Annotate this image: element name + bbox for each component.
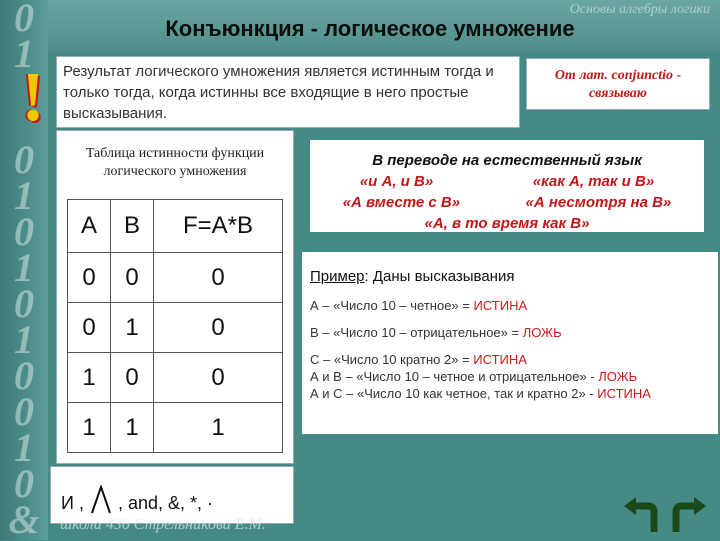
table-row — [68, 403, 283, 453]
translation-row-1 — [310, 171, 704, 192]
statement-value: ИСТИНА — [597, 386, 651, 401]
strip-digit: 1 — [14, 425, 34, 470]
table-cell: 0 — [111, 353, 154, 403]
statement-text: В – «Число 10 – отрицательное» = — [310, 325, 523, 340]
strip-digit: 0 — [14, 353, 34, 398]
column-header-f: F=A*B — [154, 200, 283, 253]
example-box — [302, 252, 718, 434]
forward-arrow-icon — [670, 496, 710, 536]
statement-c — [310, 351, 710, 368]
latin-origin-box — [526, 58, 710, 110]
statement-text: А и В – «Число 10 – четное и отрицательное» - — [310, 369, 599, 384]
logical-and-wedge-icon — [89, 485, 113, 515]
translation-phrase: «и А, и В» — [359, 173, 434, 190]
translation-phrase: «А несмотря на В» — [525, 194, 672, 211]
strip-digit: 1 — [14, 173, 34, 218]
column-header-a: A — [68, 200, 111, 253]
table-row — [68, 253, 283, 303]
symbols-prefix: И , — [61, 493, 84, 513]
truth-table-caption — [57, 145, 293, 181]
statement-value: ЛОЖЬ — [598, 369, 638, 384]
statement-text: С – «Число 10 кратно 2» = — [310, 352, 474, 367]
back-button[interactable] — [620, 496, 660, 536]
page-title: Конъюнкция - логическое умножение — [165, 16, 575, 41]
symbols-suffix: , and, &, *, · — [117, 493, 214, 513]
statement-value: ИСТИНА — [473, 298, 528, 313]
truth-table-header-row — [68, 200, 283, 253]
latin-line-1: От лат. conjunctio - — [554, 68, 682, 83]
translation-title: В переводе на естественный язык — [372, 152, 642, 169]
column-header-b: B — [111, 200, 154, 253]
table-cell: 0 — [154, 303, 283, 353]
table-cell: 0 — [154, 253, 283, 303]
table-cell: 0 — [68, 253, 111, 303]
table-cell: 1 — [154, 403, 283, 453]
strip-digit: 1 — [14, 31, 34, 76]
example-heading — [310, 268, 710, 285]
statement-value: ИСТИНА — [473, 352, 527, 367]
natural-language-box — [310, 140, 704, 232]
example-heading-rest: : Даны высказывания — [364, 268, 515, 285]
translation-phrase: «А вместе с В» — [342, 194, 461, 211]
strip-digit: 0 — [14, 137, 34, 182]
statement-text: А – «Число 10 – четное» = — [310, 298, 474, 313]
translation-row-2 — [310, 192, 704, 213]
statement-b — [310, 324, 710, 341]
translation-phrase: «как А, так и В» — [532, 173, 655, 190]
statement-a — [310, 297, 710, 314]
forward-button[interactable] — [670, 496, 710, 536]
table-cell: 0 — [68, 303, 111, 353]
truth-table-panel — [56, 130, 294, 464]
strip-digit: 0 — [14, 281, 34, 326]
statement-a-and-b — [310, 368, 710, 385]
statement-text: А и С – «Число 10 как четное, так и кратно 2» - — [310, 386, 598, 401]
definition-box: Результат логического умножения является истинным тогда и только тогда, когда истинны все входящие в него простые высказывания. — [56, 56, 520, 128]
latin-line-2: связываю — [588, 86, 648, 101]
table-cell: 0 — [111, 253, 154, 303]
strip-digit: 1 — [14, 317, 34, 362]
truth-table — [67, 199, 283, 453]
strip-digit: 0 — [14, 209, 34, 254]
strip-digit: 0 — [14, 461, 34, 506]
strip-digit: 0 — [14, 389, 34, 434]
course-watermark: Основы алгебры логики — [569, 2, 710, 17]
example-label: Пример — [310, 268, 365, 285]
statement-a-and-c — [310, 385, 710, 402]
translation-phrase: «А, в то время как В» — [424, 215, 590, 232]
exclamation-icon: ! — [21, 59, 45, 136]
table-cell: 1 — [111, 303, 154, 353]
table-cell: 1 — [68, 353, 111, 403]
table-cell: 0 — [154, 353, 283, 403]
statement-value: ЛОЖЬ — [522, 325, 562, 340]
strip-digit: 0 — [14, 0, 34, 40]
author-footer: школа 436 Стрельникова Е.М. — [60, 516, 266, 533]
caption-line-1: Таблица истинности функции — [85, 146, 265, 161]
table-cell: 1 — [68, 403, 111, 453]
strip-digit: & — [8, 497, 40, 540]
return-arrow-icon — [620, 496, 660, 536]
table-row — [68, 353, 283, 403]
strip-digit: 1 — [14, 245, 34, 290]
table-row — [68, 303, 283, 353]
caption-line-2: логического умножения — [103, 164, 247, 179]
table-cell: 1 — [111, 403, 154, 453]
